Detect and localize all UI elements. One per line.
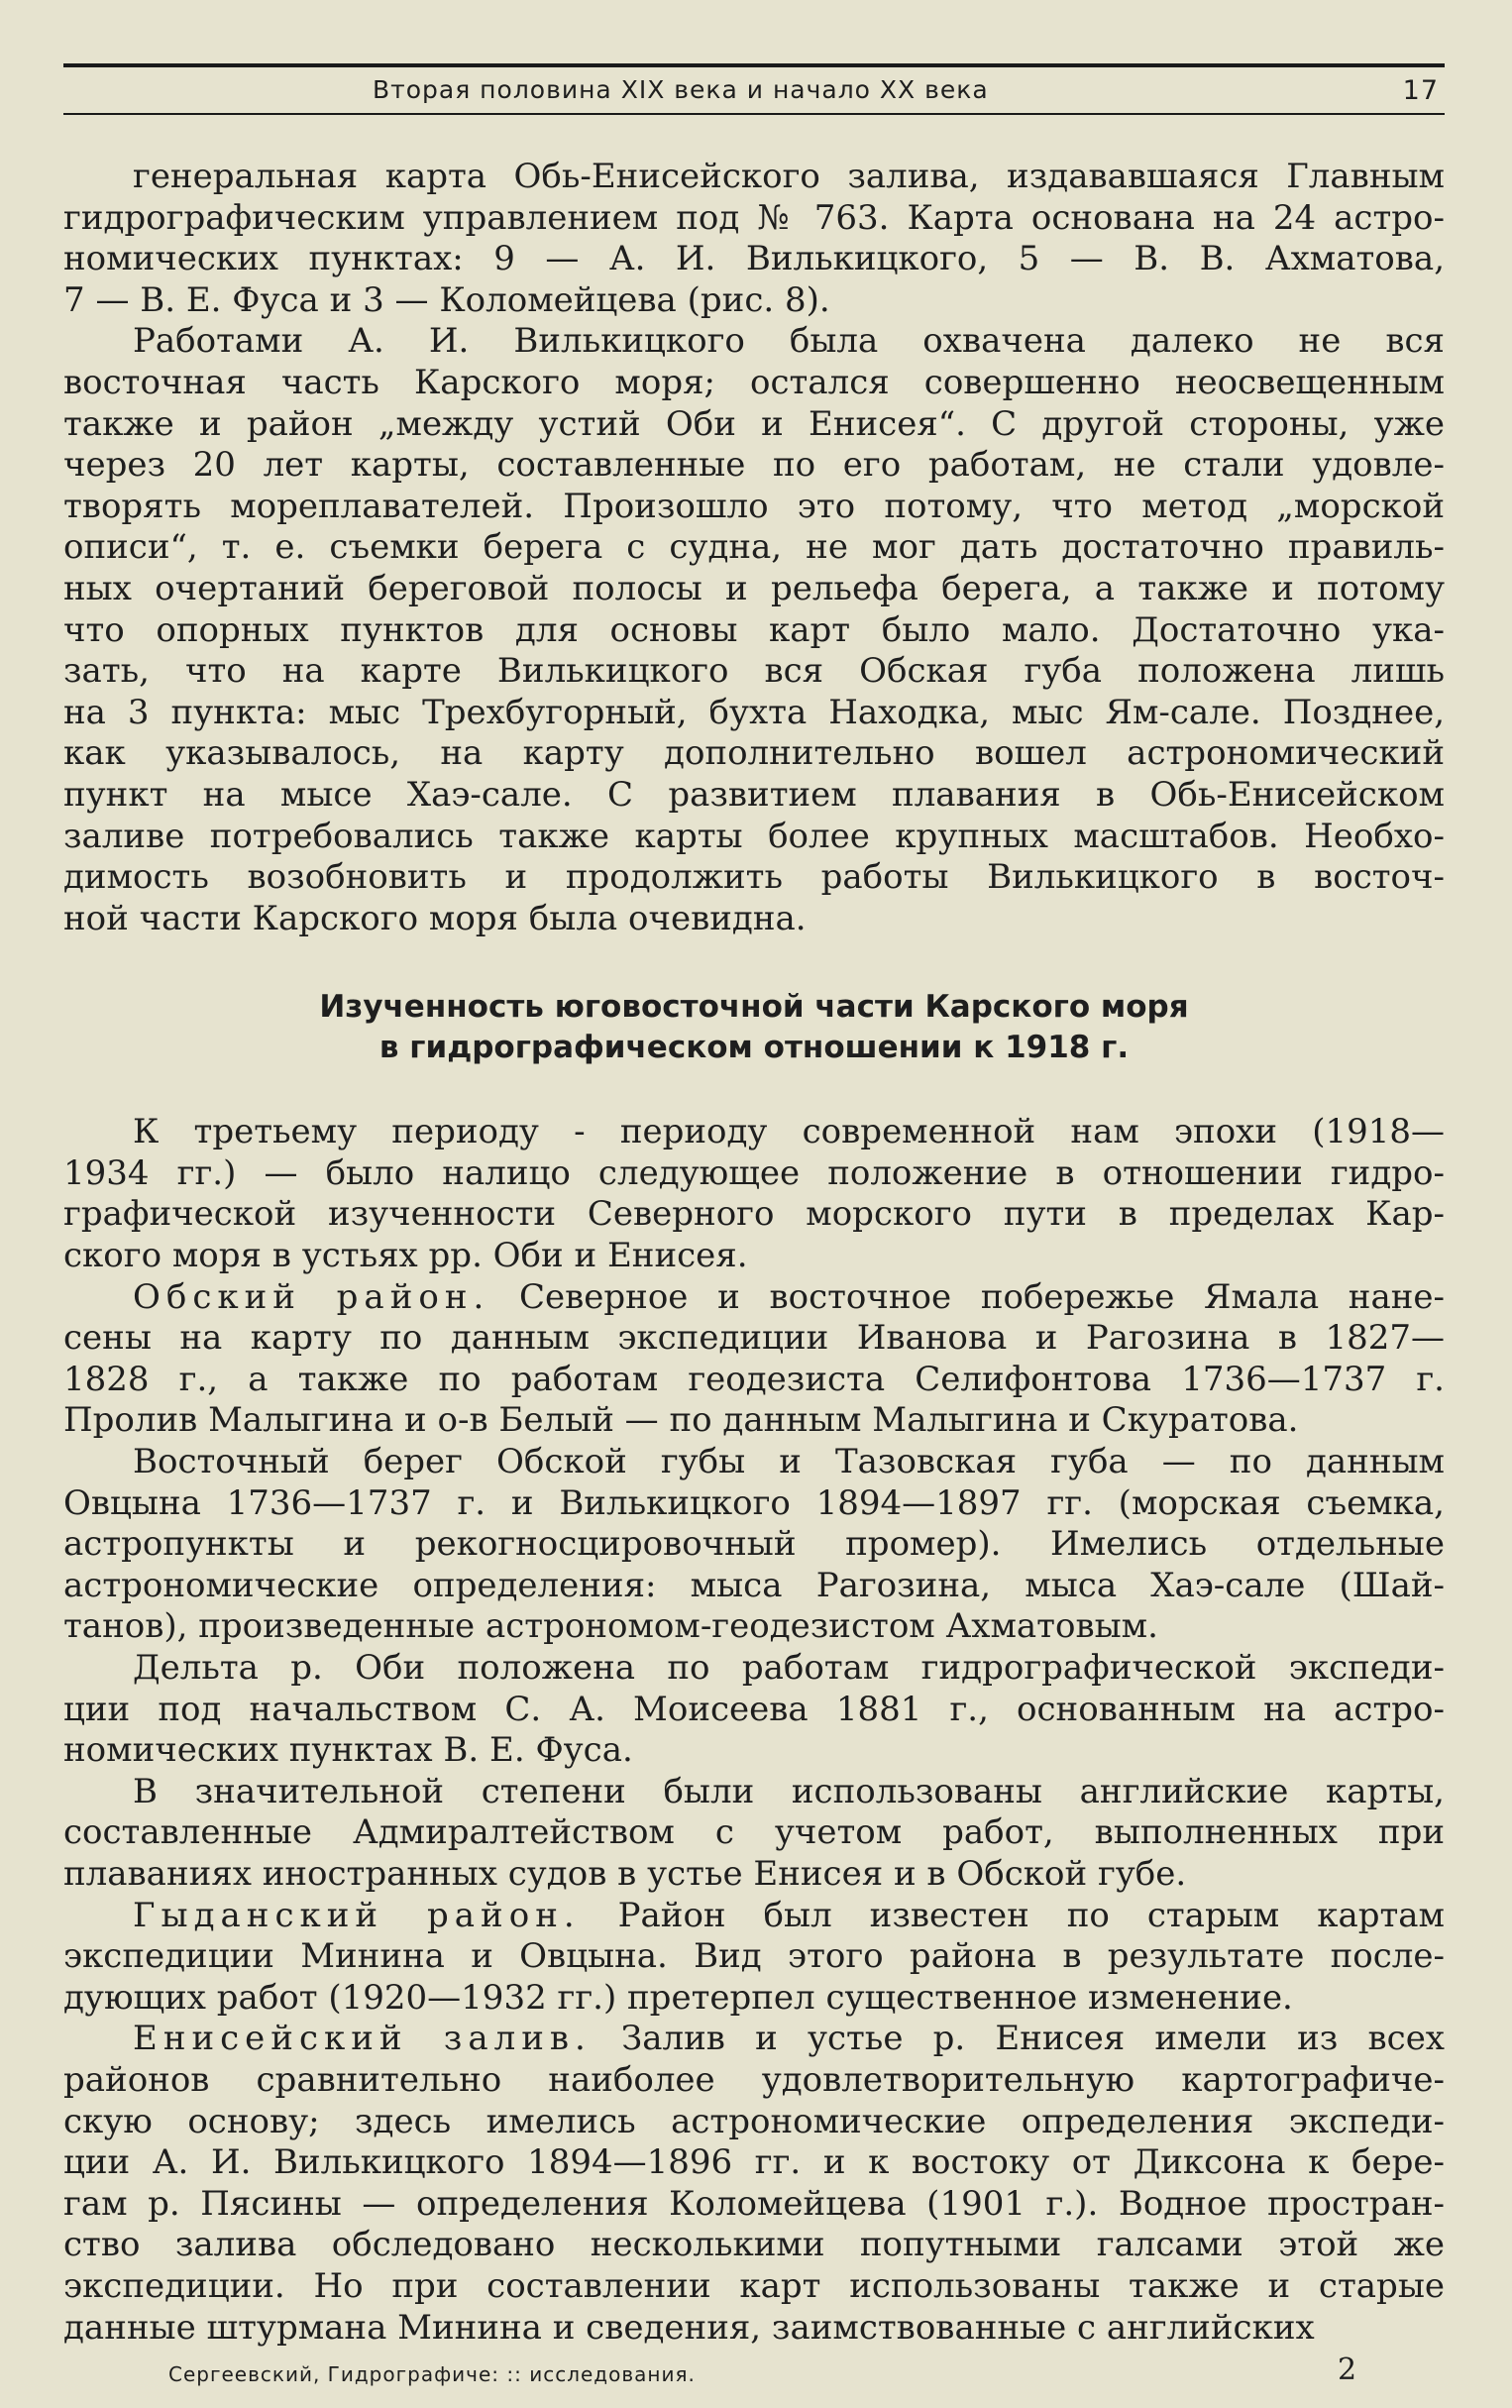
text-line-content: Работами А. И. Вилькицкого была охвачена далеко не вся [133,321,1445,362]
text-line [63,1236,1445,1277]
footer-signature: Сергеевский, Гидрографиче: :: исследования. [168,2362,696,2386]
text-line-content: описи“, т. е. съемки берега с судна, не мог дать достаточно правиль- [63,527,1445,568]
text-line [63,1524,1445,1566]
text-line-content: Залив и устье р. Енисея имели из всех [591,2019,1445,2059]
text-line-content: ского моря в устьях рр. Оби и Енисея. [63,1236,748,1276]
text-line [63,487,1445,528]
paragraph [63,1277,1445,1442]
text-line-content: как указывалось, на карту дополнительно вошел астрономический [63,733,1445,774]
text-line [63,280,1445,322]
text-line-content: К третьему периоду - периоду современной нам эпохи (1918— [133,1112,1445,1152]
text-line [63,693,1445,734]
text-line [63,1112,1445,1153]
text-line-content: В значительной степени были использованы английские карты, [133,1771,1445,1811]
text-line [63,610,1445,652]
text-line [63,1772,1445,1813]
text-line [63,198,1445,240]
text-line-content: дующих работ (1920—1932 гг.) претерпел существенное изменение. [63,1977,1293,2018]
text-line-content: зать, что на карте Вилькицкого вся Обская губа положена лишь [63,651,1445,692]
text-line [63,1566,1445,1607]
text-line [63,2308,1445,2350]
spaced-subheading: Гыданский район. [133,1895,581,1935]
text-line [63,2184,1445,2226]
spaced-subheading: Обский район. [133,1276,490,1317]
paragraph [63,1112,1445,1276]
text-line [63,1690,1445,1731]
text-line-content: Овцына 1736—1737 г. и Вилькицкого 1894—1897 гг. (морская съемка, [63,1482,1445,1523]
text-line [63,1812,1445,1854]
text-line [63,1442,1445,1483]
text-line-content: танов), произведенные астрономом-геодезистом Ахматовым. [63,1606,1158,1647]
text-line [63,733,1445,775]
header-rule-top [63,63,1445,67]
text-line [63,1896,1445,1937]
text-line-content: сены на карту по данным экспедиции Иванова и Рагозина в 1827— [63,1318,1445,1359]
text-line [63,775,1445,817]
sheet-number: 2 [1338,2353,1358,2387]
text-line-content: 7 — В. Е. Фуса и 3 — Коломейцева (рис. 8). [63,279,830,320]
text-line-content: димость возобновить и продолжить работы Вилькицкого в восточ- [63,857,1445,898]
text-line [63,651,1445,693]
text-line [63,2225,1445,2266]
text-line-content: Восточный берег Обской губы и Тазовская губа — по данным [133,1442,1445,1482]
text-line-content: Район был известен по старым картам [580,1895,1446,1935]
text-line [63,2060,1445,2102]
text-line [63,1277,1445,1319]
text-line [63,1400,1445,1442]
text-line [63,1194,1445,1236]
text-line [63,899,1445,940]
paragraph [63,1442,1445,1648]
text-line-content: что опорных пунктов для основы карт было мало. Достаточно ука- [63,609,1445,650]
text-line-content: генеральная карта Обь-Енисейского залива, издававшаяся Главным [133,157,1445,196]
text-line-content: номических пунктах: 9 — А. И. Вилькицкого, 5 — В. В. Ахматова, [63,239,1445,279]
text-line-content: также и район „между устий Оби и Енисея“. С другой стороны, уже [63,403,1445,444]
text-line [63,1606,1445,1648]
text-line [63,157,1445,198]
text-line [63,1648,1445,1690]
text-line-content: астрономические определения: мыса Рагозина, мыса Хаэ-сале (Шай- [63,1565,1445,1605]
running-head [63,73,1445,109]
text-line-content: номических пунктах В. Е. Фуса. [63,1730,633,1771]
text-line [63,2102,1445,2143]
paragraph [63,2019,1445,2349]
text-line-content: астропункты и рекогносцировочный промер). Имелись отдельные [63,1524,1445,1565]
paragraph [63,321,1445,939]
text-line-content: экспедиции Минина и Овцына. Вид этого района в результате после- [63,1936,1445,1977]
text-line-content: ство залива обследовано несколькими попутными галсами этой же [63,2225,1445,2265]
running-title: Вторая половина XIX века и начало XX века [373,75,989,104]
text-line-content: восточная часть Карского моря; остался совершенно неосвещенным [63,362,1445,402]
section-heading-line2: в гидрографическом отношении к 1918 г. [378,1030,1130,1066]
text-line-content: Пролив Малыгина и о-в Белый — по данным Малыгина и Скуратова. [63,1400,1299,1441]
text-line [63,1854,1445,1896]
text-line [63,527,1445,569]
header-rule-bottom [63,113,1445,115]
text-line-content: ции под начальством С. А. Моисеева 1881 г., основанным на астро- [63,1689,1445,1729]
text-line [63,1978,1445,2020]
text-line [63,1360,1445,1401]
text-line [63,2142,1445,2184]
section-heading-line1: Изученность юговосточной части Карского моря [319,989,1189,1026]
text-line-content: плаваниях иностранных судов в устье Енисея и в Обской губе. [63,1853,1187,1894]
text-line-content: экспедиции. Но при составлении карт использованы также и старые [63,2265,1445,2306]
text-line [63,321,1445,363]
text-line-content: составленные Адмиралтейством с учетом работ, выполненных при [63,1812,1445,1853]
paragraph [63,1648,1445,1772]
text-line-content: графической изученности Северного морского пути в пределах Кар- [63,1194,1445,1235]
text-line [63,2019,1445,2060]
paragraph [63,1772,1445,1896]
text-line [63,404,1445,446]
paragraph [63,157,1445,321]
text-line-content: Северное и восточное побережье Ямала нане- [489,1276,1445,1317]
text-line-content: ных очертаний береговой полосы и рельефа берега, а также и потому [63,568,1445,608]
text-line-content: Дельта р. Оби положена по работам гидрографической экспеди- [133,1648,1445,1688]
text-line-content: гам р. Пясины — определения Коломейцева (1901 г.). Водное простран- [63,2183,1445,2224]
text-line [63,817,1445,858]
body-text [63,157,1445,2349]
intro-paragraphs [63,157,1445,939]
text-line-content: пункт на мысе Хаэ-сале. С развитием плавания в Обь-Енисейском [63,774,1445,815]
text-line [63,1936,1445,1978]
text-line-content: ции А. И. Вилькицкого 1894—1896 гг. и к востоку от Диксона к бере- [63,2142,1445,2183]
text-line [63,239,1445,280]
text-line-content: ной части Карского моря была очевидна. [63,898,807,938]
text-line-content: творять мореплавателей. Произошло это потому, что метод „морской [63,486,1445,526]
paragraph [63,1896,1445,2020]
text-line-content: гидрографическим управлением под № 763. Карта основана на 24 астро- [63,197,1445,238]
text-line [63,1153,1445,1195]
text-line-content: заливе потребовались также карты более крупных масштабов. Необхо- [63,816,1445,856]
text-line-content: скую основу; здесь имелись астрономические определения экспеди- [63,2101,1445,2141]
text-line-content: 1828 г., а также по работам геодезиста Селифонтова 1736—1737 г. [63,1359,1445,1399]
text-line [63,857,1445,899]
text-line [63,363,1445,404]
spaced-subheading: Енисейский залив. [133,2019,592,2059]
text-line [63,445,1445,487]
text-line-content: данные штурмана Минина и сведения, заимствованные с английских [63,2307,1315,2348]
text-line [63,569,1445,610]
text-line [63,1730,1445,1772]
text-line [63,1318,1445,1360]
text-line-content: районов сравнительно наиболее удовлетворительную картографиче- [63,2059,1445,2100]
text-line-content: на 3 пункта: мыс Трехбугорный, бухта Находка, мыс Ям-сале. Позднее, [63,692,1445,732]
text-line-content: 1934 гг.) — было налицо следующее положение в отношении гидро- [63,1152,1445,1193]
footer [168,2353,1357,2392]
text-line [63,1483,1445,1525]
section-paragraphs [63,1112,1445,2349]
text-line-content: через 20 лет карты, составленные по его работам, не стали удовле- [63,445,1445,486]
section-heading [63,987,1445,1068]
page-number: 17 [1402,75,1439,106]
text-line [63,2266,1445,2308]
